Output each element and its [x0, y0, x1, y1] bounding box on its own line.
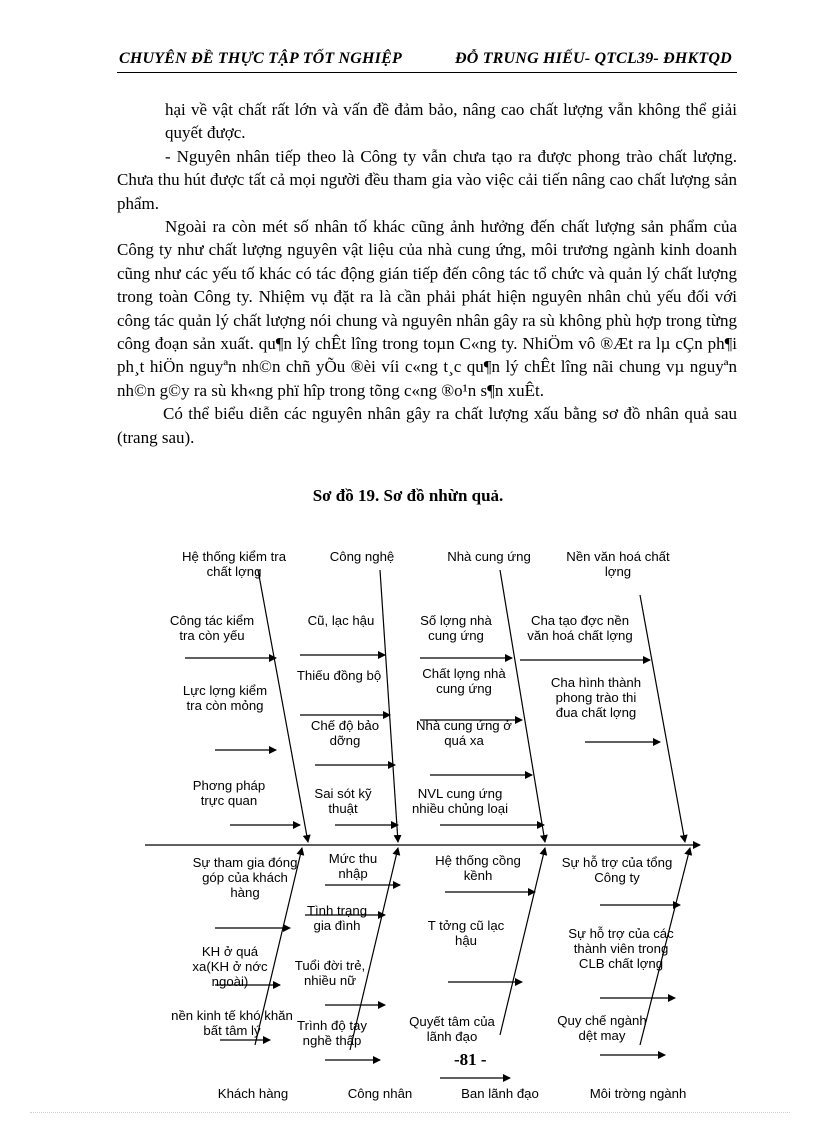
bottom-category-3	[461, 1086, 539, 1101]
bottom-category-1	[218, 1086, 288, 1101]
top-cause-3-1-line: cung ứng	[428, 628, 484, 643]
bottom-cause-2-3	[295, 958, 365, 988]
top-cause-2-3-line: Chế độ bảo	[310, 718, 380, 733]
top-cause-2-1-line: Cũ, lạc hậu	[307, 613, 375, 628]
bottom-cause-2-1-line: nhập	[338, 866, 368, 881]
paragraph-1: hại về vật chất rất lớn và vấn đề đảm bảo, nâng cao chất lượng vẫn không thể giải quyết được.	[165, 100, 737, 143]
top-cause-3-1	[420, 613, 492, 643]
bottom-category-3-line: Ban lãnh đạo	[461, 1086, 539, 1101]
bottom-cause-2-2	[307, 903, 367, 933]
bottom-cause-2-3-line: Tuổi đời trẻ,	[294, 958, 366, 973]
bottom-category-4-line: Môi trờng ngành	[589, 1086, 687, 1101]
bottom-cause-4-2	[568, 926, 674, 971]
top-cause-2-3-line: dỡng	[329, 733, 361, 748]
bottom-cause-2-4-line: Trình độ tay	[297, 1018, 367, 1033]
fishbone-diagram	[0, 530, 816, 1120]
bottom-cause-1-3-line: nền kinh tế khó khăn	[171, 1008, 293, 1023]
top-cause-1-3-line: Phơng pháp	[192, 778, 266, 793]
bottom-category-4	[590, 1086, 687, 1101]
top-cause-1-1	[170, 613, 254, 643]
top-category-3-line: Nhà cung ứng	[447, 549, 531, 564]
top-cause-1-3	[193, 778, 265, 808]
page-number: -81 -	[454, 1050, 487, 1069]
bottom-cause-2-1	[329, 851, 377, 881]
top-rib-2	[380, 570, 398, 842]
diagram-caption: Sơ đồ 19. Sơ đồ nhừn quả.	[312, 486, 504, 505]
bottom-cause-1-1-line: Sự tham gia đóng	[192, 855, 298, 870]
top-cause-3-2-line: Chất lợng nhà	[422, 666, 506, 681]
top-cause-3-4-line: nhiều chủng loại	[411, 801, 509, 816]
top-cause-3-4-line: NVL cung ứng	[417, 786, 503, 801]
bottom-cause-3-3-line: Quyết tâm của	[409, 1014, 495, 1029]
bottom-cause-1-1-line: hàng	[230, 885, 260, 900]
top-category-4-line: Nền văn hoá chất	[566, 549, 670, 564]
bottom-cause-2-4-line: nghề thấp	[302, 1033, 362, 1048]
top-cause-4-2-line: phong trào thi	[555, 690, 637, 705]
bottom-cause-1-2	[192, 944, 268, 989]
bottom-cause-2-1-line: Mức thu	[328, 851, 378, 866]
top-cause-1-1-line: Công tác kiểm	[169, 613, 255, 628]
bottom-cause-4-3-line: Quy chế ngành	[557, 1013, 647, 1028]
top-cause-2-4	[314, 786, 372, 816]
top-cause-2-3	[311, 718, 379, 748]
bottom-category-1-line: Khách hàng	[217, 1086, 289, 1101]
bottom-cause-3-3	[409, 1014, 495, 1044]
top-category-3	[447, 549, 531, 564]
top-category-1-line: Hệ thống kiểm tra	[181, 549, 287, 564]
bottom-cause-1-3	[171, 1008, 293, 1038]
footer-divider	[30, 1112, 790, 1113]
bottom-cause-3-1	[435, 853, 521, 883]
top-cause-2-4-line: thuật	[328, 801, 358, 816]
bottom-rib-3	[500, 848, 545, 1035]
top-cause-4-1-line: văn hoá chất lợng	[527, 628, 633, 643]
top-cause-2-2	[297, 668, 381, 683]
top-cause-2-2-line: Thiếu đồng bộ	[296, 668, 382, 683]
paragraph-4: Có thể biểu diễn các nguyên nhân gây ra chất lượng xấu bằng sơ đồ nhân quả sau (trang sau).	[117, 404, 737, 447]
top-rib-4	[640, 595, 685, 842]
top-rib-1	[258, 570, 308, 842]
bottom-cause-2-2-line: Tình trạng	[306, 903, 368, 918]
bottom-cause-3-2-line: hậu	[454, 933, 478, 948]
bottom-cause-4-2-line: CLB chất lợng	[578, 956, 664, 971]
bottom-cause-4-1	[562, 855, 673, 885]
bottom-cause-4-3-line: dệt may	[578, 1028, 626, 1043]
top-cause-3-2	[422, 666, 506, 696]
top-category-2-line: Công nghệ	[329, 549, 395, 564]
bottom-cause-4-1-line: Công ty	[594, 870, 640, 885]
top-cause-1-2-line: tra còn mỏng	[186, 698, 264, 713]
top-cause-3-3-line: Nhà cung ứng ở	[416, 718, 512, 733]
top-category-1	[182, 549, 287, 579]
top-cause-2-1	[308, 613, 375, 628]
top-cause-2-4-line: Sai sót kỹ	[314, 786, 372, 801]
top-cause-3-3	[416, 718, 512, 748]
bottom-category-2-line: Công nhân	[347, 1086, 413, 1101]
bottom-cause-1-2-line: xa(KH ở nớc	[192, 959, 268, 974]
top-cause-4-1-line: Cha tạo đợc nền	[530, 613, 630, 628]
bottom-cause-1-2-line: KH ở quá	[201, 944, 259, 959]
top-cause-3-1-line: Số lợng nhà	[420, 613, 492, 628]
bottom-cause-4-1-line: Sự hỗ trợ của tổng	[561, 855, 673, 870]
top-cause-1-2	[183, 683, 267, 713]
top-cause-1-1-line: tra còn yếu	[179, 628, 245, 643]
top-category-4	[566, 549, 670, 579]
top-category-1-line: chất lợng	[206, 564, 262, 579]
top-cause-4-2-line: Cha hình thành	[550, 675, 642, 690]
top-cause-3-3-line: quá xa	[444, 733, 484, 748]
top-cause-4-1	[527, 613, 632, 643]
bottom-cause-2-3-line: nhiều nữ	[303, 973, 357, 988]
body-text	[117, 98, 737, 449]
bottom-cause-1-2-line: ngoài)	[211, 974, 249, 989]
paragraph-2: - Nguyên nhân tiếp theo là Công ty vẫn chưa tạo ra được phong trào chất lượng. Chưa thu hút được tất cả mọi người đều tham gia vào việc cải tiến nâng cao chất lượng sản phẩm.	[117, 146, 737, 213]
top-cause-3-4	[412, 786, 508, 816]
top-cause-3-2-line: cung ứng	[436, 681, 492, 696]
header-left: CHUYÊN ĐỀ THỰC TẬP TỐT NGHIỆP	[119, 50, 402, 67]
bottom-cause-2-2-line: gia đình	[313, 918, 361, 933]
header-rule	[117, 72, 737, 73]
bottom-cause-2-4	[297, 1018, 367, 1048]
top-category-2	[330, 549, 395, 564]
bottom-cause-1-3-line: bất tâm lý	[203, 1023, 261, 1038]
header-right: ĐỖ TRUNG HIẾU- QTCL39- ĐHKTQD	[455, 50, 732, 67]
top-cause-1-2-line: Lực lợng kiểm	[182, 683, 268, 698]
bottom-cause-4-2-line: thành viên trong	[573, 941, 669, 956]
bottom-cause-3-3-line: lãnh đạo	[426, 1029, 478, 1044]
paragraph-3: Ngoài ra còn mét số nhân tố khác cũng ảnh hưởng đến chất lượng sản phẩm của Công ty như chất lượng nguyên vật liệu của nhà cung ứng, môi trương ngành kinh doanh cũng như các yếu tố khác có tác động gián tiếp đến công tác tổ chức và quản lý chất lượng trong toàn Công ty. Nhiệm vụ đặt ra là cần phải phát hiện nguyên nhân chủ yếu đối với công tác quản lý chất lượng nói chung và nguyên nhân gây ra sù không phù hợp trong từng công đoạn sản xuất. qu¶n lý chÊt lîng trong toµn C«ng ty. NhiÖm vô ®Æt ra lµ cÇn ph¶i ph¸t hiÖn nguyªn nh©n chñ yÕu ®èi víi c«ng t¸c qu¶n lý chÊt lîng nãi chung vµ nguyªn nh©n g©y ra sù kh«ng phï hîp trong tõng c«ng ®o¹n s¶n xuÊt.	[117, 217, 737, 400]
bottom-cause-4-3	[557, 1013, 646, 1043]
top-cause-4-2	[551, 675, 641, 720]
bottom-cause-1-1	[193, 855, 298, 900]
top-cause-1-3-line: trực quan	[200, 793, 258, 808]
bottom-category-2	[348, 1086, 413, 1101]
bottom-cause-3-2	[428, 918, 505, 948]
bottom-cause-3-2-line: T tởng cũ lạc	[427, 918, 505, 933]
bottom-cause-1-1-line: góp của khách	[202, 870, 288, 885]
bottom-cause-3-1-line: kềnh	[463, 868, 493, 883]
top-cause-4-2-line: đua chất lợng	[555, 705, 637, 720]
bottom-cause-3-1-line: Hệ thống cồng	[435, 853, 521, 868]
top-category-4-line: lợng	[604, 564, 632, 579]
bottom-cause-4-2-line: Sự hỗ trợ của các	[568, 926, 674, 941]
